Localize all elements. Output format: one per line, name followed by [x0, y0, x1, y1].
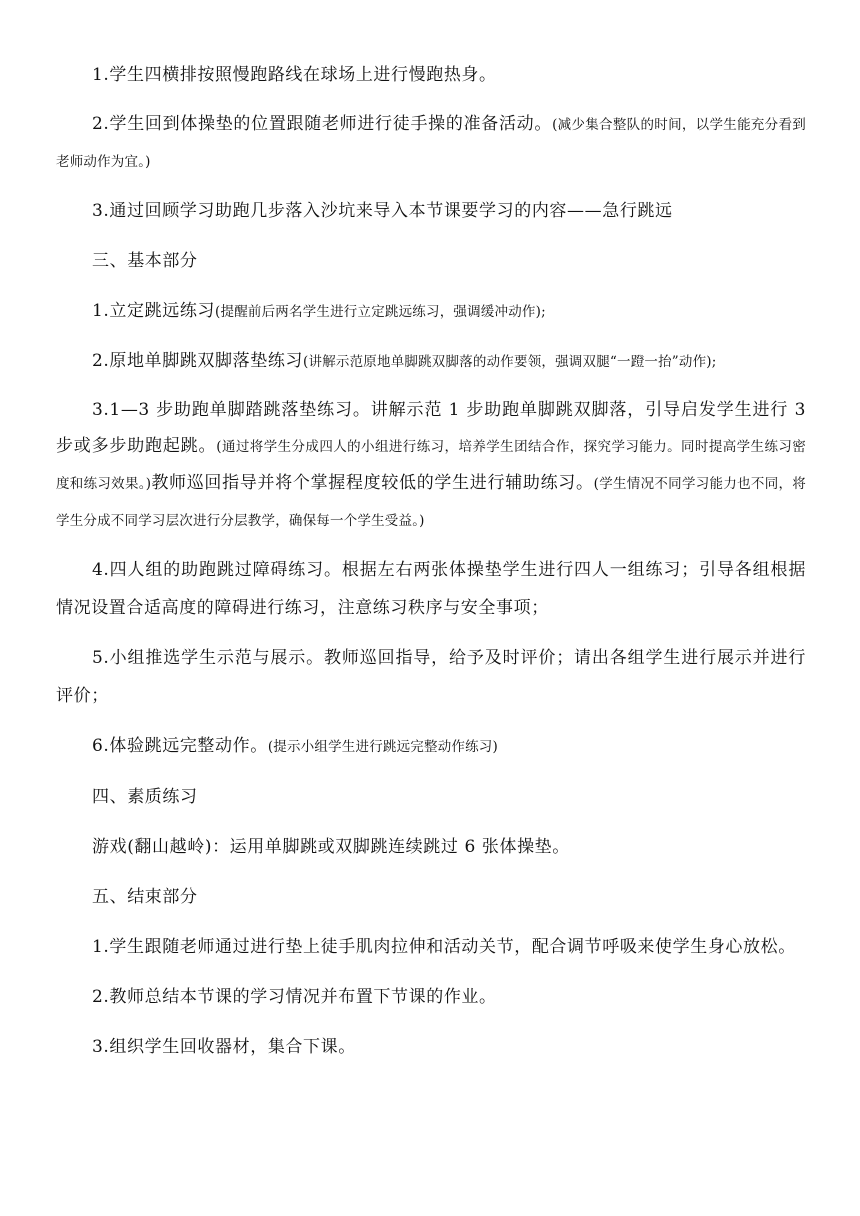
paragraph-text: 2.原地单脚跳双脚落垫练习	[92, 351, 304, 371]
paragraph-note: (通过将学生分成四人的小组进行练习，培养学生团结合作，探究学习能力。同时提高学生练习密度和练习效果。)	[56, 439, 806, 492]
paragraph-text: 2.教师总结本节课的学习情况并布置下节课的作业。	[92, 987, 497, 1007]
paragraph	[56, 192, 806, 230]
section-heading-text: 三、基本部分	[92, 251, 198, 271]
paragraph	[56, 1028, 806, 1066]
paragraph-note: (提示小组学生进行跳远完整动作练习)	[267, 739, 498, 755]
paragraph-text: 1.学生跟随老师通过进行垫上徒手肌肉拉伸和活动关节，配合调节呼吸来使学生身心放松。	[92, 937, 796, 957]
section-heading-text: 五、结束部分	[92, 887, 198, 907]
section-heading-text: 四、素质练习	[92, 787, 198, 807]
paragraph-text: 1.立定跳远练习	[92, 301, 216, 321]
paragraph	[56, 56, 806, 94]
paragraph-text: 3.组织学生回收器材，集合下课。	[92, 1037, 356, 1057]
paragraph-text: 3.1—3 步助跑单脚踏跳落垫练习。讲解示范 1 步助跑单脚跳双脚落，引导启发学生进行 3 步或多步助跑起跳。	[56, 400, 806, 456]
paragraph-note: (讲解示范原地单脚跳双脚落的动作要领，强调双腿“一蹬一抬”动作);	[303, 354, 717, 370]
paragraph-text: 6.体验跳远完整动作。	[92, 736, 268, 756]
paragraph-text: 5.小组推选学生示范与展示。教师巡回指导，给予及时评价；请出各组学生进行展示并进行评价；	[56, 648, 806, 706]
paragraph	[56, 392, 806, 539]
paragraph	[56, 292, 806, 331]
paragraph	[56, 828, 806, 866]
paragraph-note-continued: (学生情况不同学习能力也不同，将学生分成不同学习层次进行分层教学，确保每一个学生受益。)	[56, 476, 806, 529]
paragraph-text: 游戏(翻山越岭)：运用单脚跳或双脚跳连续跳过 6 张体操垫。	[92, 837, 570, 857]
paragraph	[56, 727, 806, 766]
paragraph-note: (提醒前后两名学生进行立定跳远练习，强调缓冲动作);	[215, 304, 546, 320]
section-heading	[56, 778, 806, 816]
paragraph-text: 4.四人组的助跑跳过障碍练习。根据左右两张体操垫学生进行四人一组练习；引导各组根据情况设置合适高度的障碍进行练习，注意练习秩序与安全事项；	[56, 560, 806, 618]
paragraph-note: (减少集合整队的时间，以学生能充分看到老师动作为宜。)	[56, 117, 806, 170]
section-heading	[56, 878, 806, 916]
paragraph	[56, 551, 806, 627]
paragraph	[56, 928, 806, 966]
paragraph-text: 1.学生四横排按照慢跑路线在球场上进行慢跑热身。	[92, 65, 497, 85]
paragraph-text-continued: 教师巡回指导并将个掌握程度较低的学生进行辅助练习。	[151, 473, 594, 493]
paragraph-text: 3.通过回顾学习助跑几步落入沙坑来导入本节课要学习的内容——急行跳远	[92, 201, 673, 221]
paragraph	[56, 978, 806, 1016]
paragraph	[56, 639, 806, 715]
paragraph	[56, 343, 806, 380]
paragraph	[56, 106, 806, 180]
paragraph-text: 2.学生回到体操垫的位置跟随老师进行徒手操的准备活动。	[92, 114, 553, 134]
section-heading	[56, 242, 806, 280]
